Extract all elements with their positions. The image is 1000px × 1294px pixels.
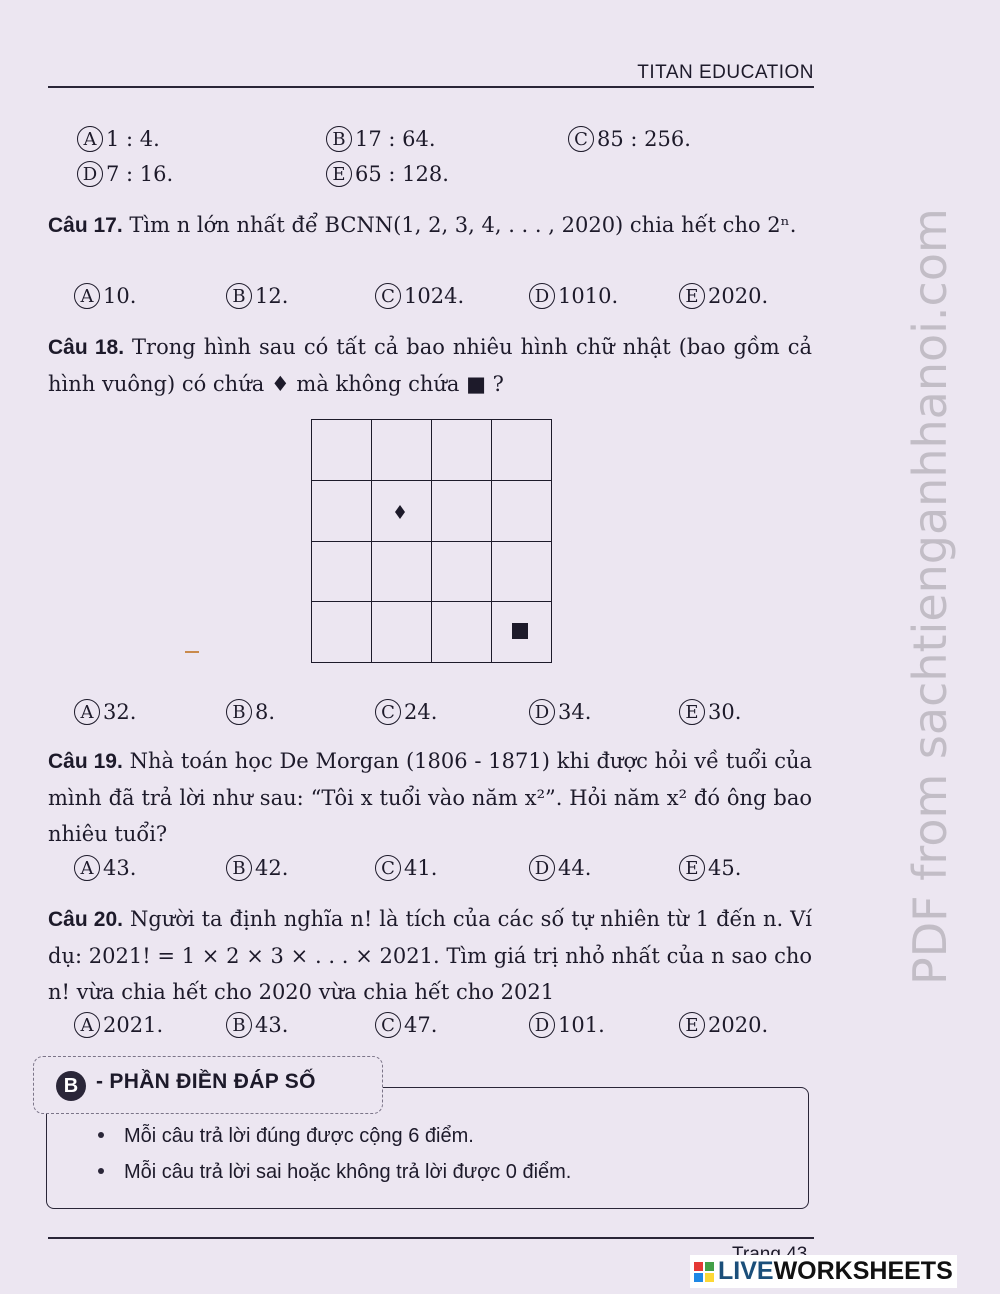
question-text: Tìm n lớn nhất để BCNN(1, 2, 3, 4, . . . , 2020) chia hết cho 2ⁿ.	[129, 213, 797, 237]
header-rule	[48, 86, 814, 88]
section-b-bullet-1	[98, 1125, 474, 1148]
question-20	[48, 901, 812, 1010]
q17-option-e[interactable]	[679, 283, 768, 309]
question-label: Câu 17.	[48, 214, 123, 237]
q19-option-d[interactable]	[529, 855, 591, 881]
square-marker-icon	[512, 623, 528, 639]
header-brand: TITAN EDUCATION	[637, 62, 814, 83]
option-circle: E	[326, 161, 352, 187]
option-circle: E	[679, 855, 705, 881]
question-19	[48, 743, 812, 852]
option-circle: C	[375, 1012, 401, 1038]
option-text: 34.	[558, 700, 592, 724]
question-17	[48, 207, 812, 244]
grid-cell	[371, 601, 432, 663]
grid-cell	[371, 419, 432, 481]
section-b-title: - PHẦN ĐIỀN ĐÁP SỐ	[96, 1070, 316, 1093]
option-circle: D	[529, 699, 555, 725]
q18-option-b[interactable]	[226, 699, 275, 725]
bullet-text: Mỗi câu trả lời sai hoặc không trả lời được 0 điểm.	[124, 1161, 572, 1183]
q17-option-d[interactable]	[529, 283, 618, 309]
option-circle: B	[226, 699, 252, 725]
option-circle: E	[679, 1012, 705, 1038]
option-circle: C	[375, 283, 401, 309]
stray-mark	[185, 651, 199, 653]
q20-option-c[interactable]	[375, 1012, 437, 1038]
q16-option-c[interactable]	[568, 126, 691, 152]
section-b-bullet-2	[98, 1161, 571, 1184]
q19-option-a[interactable]	[74, 855, 136, 881]
option-circle: B	[326, 126, 352, 152]
q19-option-c[interactable]	[375, 855, 437, 881]
section-b-badge: B	[56, 1071, 86, 1101]
option-text: 17 : 64.	[355, 127, 436, 151]
option-text: 43.	[103, 856, 137, 880]
question-18	[48, 329, 812, 402]
q20-option-e[interactable]	[679, 1012, 768, 1038]
option-text: 7 : 16.	[106, 162, 174, 186]
option-text: 1024.	[404, 284, 465, 308]
option-circle: A	[74, 1012, 100, 1038]
option-circle: C	[568, 126, 594, 152]
q16-option-b[interactable]	[326, 126, 436, 152]
option-circle: D	[529, 855, 555, 881]
option-circle: A	[74, 855, 100, 881]
question-text: Nhà toán học De Morgan (1806 - 1871) khi được hỏi về tuổi của mình đã trả lời như sau: “Tôi x tuổi vào năm x²”. Hỏi năm x² đó ông bao nhiêu tuổi?	[48, 749, 813, 846]
liveworksheets-logo[interactable]	[690, 1255, 957, 1288]
option-text: 45.	[708, 856, 742, 880]
q17-option-b[interactable]	[226, 283, 288, 309]
option-text: 10.	[103, 284, 137, 308]
option-circle: C	[375, 855, 401, 881]
option-circle: A	[74, 283, 100, 309]
question-text: Người ta định nghĩa n! là tích của các số tự nhiên từ 1 đến n. Ví dụ: 2021! = 1 × 2 × 3 × . . . × 2021. Tìm giá trị nhỏ nhất của n sao cho n! vừa chia hết cho 2020 vừa chia hết cho 2021	[48, 907, 812, 1004]
logo-square	[705, 1273, 714, 1282]
option-text: 65 : 128.	[355, 162, 449, 186]
q20-option-b[interactable]	[226, 1012, 288, 1038]
grid-cell	[311, 541, 372, 603]
q16-option-e[interactable]	[326, 161, 449, 187]
question-label: Câu 20.	[48, 908, 123, 931]
grid-cell	[431, 601, 492, 663]
q16-option-a[interactable]	[77, 126, 160, 152]
q20-option-a[interactable]	[74, 1012, 163, 1038]
option-text: 1 : 4.	[106, 127, 160, 151]
option-text: 2020.	[708, 284, 769, 308]
logo-square	[694, 1273, 703, 1282]
q18-option-e[interactable]	[679, 699, 741, 725]
option-text: 47.	[404, 1013, 438, 1037]
logo-square	[705, 1262, 714, 1271]
q17-option-c[interactable]	[375, 283, 464, 309]
option-circle: D	[529, 283, 555, 309]
grid-cell	[311, 480, 372, 542]
grid-cell	[431, 480, 492, 542]
option-text: 8.	[255, 700, 276, 724]
logo-text-live: LIVE	[718, 1257, 774, 1285]
option-circle: C	[375, 699, 401, 725]
grid-cell	[371, 541, 432, 603]
q18-option-c[interactable]	[375, 699, 437, 725]
bullet-dot-icon	[98, 1168, 104, 1174]
q19-option-e[interactable]	[679, 855, 741, 881]
option-circle: E	[679, 283, 705, 309]
grid-cell	[491, 419, 552, 481]
option-text: 24.	[404, 700, 438, 724]
grid-cell	[491, 541, 552, 603]
q18-option-d[interactable]	[529, 699, 591, 725]
grid-cell	[491, 480, 552, 542]
bullet-text: Mỗi câu trả lời đúng được cộng 6 điểm.	[124, 1125, 474, 1147]
option-text: 1010.	[558, 284, 619, 308]
option-circle: B	[226, 855, 252, 881]
question-text: Trong hình sau có tất cả bao nhiêu hình chữ nhật (bao gồm cả hình vuông) có chứa ♦ mà không chứa ■ ?	[48, 335, 812, 396]
question-label: Câu 18.	[48, 336, 125, 359]
pdf-watermark: PDF from sachtienganhhanoi.com	[903, 208, 957, 985]
q18-option-a[interactable]	[74, 699, 136, 725]
option-circle: A	[74, 699, 100, 725]
liveworksheets-logo-icon	[694, 1262, 714, 1282]
grid-cell	[311, 419, 372, 481]
option-text: 85 : 256.	[597, 127, 691, 151]
bullet-dot-icon	[98, 1132, 104, 1138]
option-text: 32.	[103, 700, 137, 724]
q19-option-b[interactable]	[226, 855, 288, 881]
option-text: 2020.	[708, 1013, 769, 1037]
grid-cell	[431, 419, 492, 481]
q17-option-a[interactable]	[74, 283, 136, 309]
option-circle: B	[226, 1012, 252, 1038]
option-circle: D	[77, 161, 103, 187]
footer-rule	[48, 1237, 814, 1239]
grid-cell	[311, 601, 372, 663]
option-text: 41.	[404, 856, 438, 880]
option-text: 12.	[255, 284, 289, 308]
logo-text-worksheets: WORKSHEETS	[773, 1257, 953, 1285]
option-text: 2021.	[103, 1013, 164, 1037]
option-text: 42.	[255, 856, 289, 880]
option-text: 43.	[255, 1013, 289, 1037]
option-circle: D	[529, 1012, 555, 1038]
grid-cell	[431, 541, 492, 603]
option-circle: A	[77, 126, 103, 152]
q16-option-d[interactable]	[77, 161, 173, 187]
option-text: 30.	[708, 700, 742, 724]
option-text: 101.	[558, 1013, 605, 1037]
question-label: Câu 19.	[48, 750, 123, 773]
option-text: 44.	[558, 856, 592, 880]
logo-square	[694, 1262, 703, 1271]
option-circle: B	[226, 283, 252, 309]
q20-option-d[interactable]	[529, 1012, 605, 1038]
option-circle: E	[679, 699, 705, 725]
